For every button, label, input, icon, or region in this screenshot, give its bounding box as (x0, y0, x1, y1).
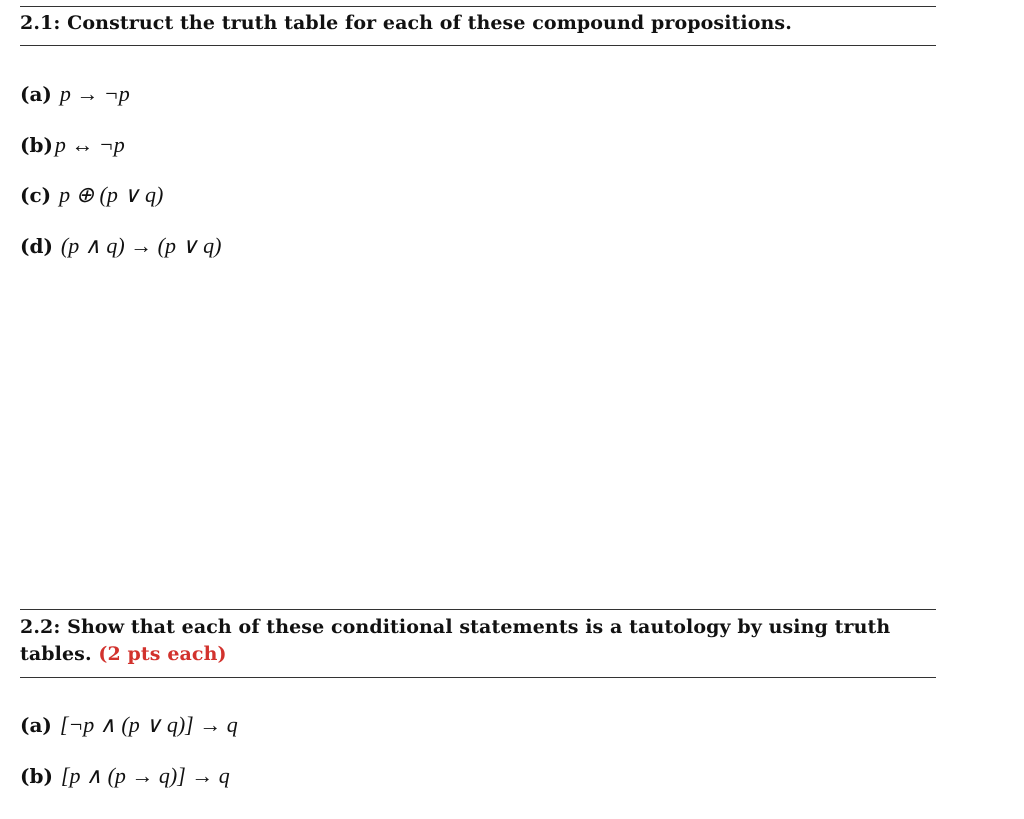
item-label: (b) (20, 764, 53, 788)
section2-bottom-rule (20, 677, 936, 678)
section1-bottom-rule (20, 45, 936, 46)
section1-top-rule (20, 6, 936, 7)
item-label: (c) (20, 183, 52, 207)
item-expression: (p ∧ q) → (p ∨ q) (60, 233, 222, 258)
item-expression: [¬p ∧ (p ∨ q)] → q (59, 712, 238, 737)
item-expression: p → ¬p (59, 81, 130, 106)
section1-item-d (20, 233, 221, 259)
section2-item-b (20, 763, 230, 789)
item-expression: p ↔ ¬p (54, 132, 125, 157)
item-label: (a) (20, 713, 52, 737)
item-expression: [p ∧ (p → q)] → q (60, 763, 230, 788)
points-label: (2 pts each) (98, 643, 227, 665)
section2-item-a (20, 712, 238, 738)
item-label: (b) (20, 133, 53, 157)
section1-item-b (20, 132, 125, 158)
section1-item-a (20, 81, 130, 107)
section2-heading (20, 614, 920, 668)
section1-heading-text: 2.1: Construct the truth table for each of these compound propositions. (20, 12, 792, 34)
section1-heading (20, 10, 920, 37)
section2-top-rule (20, 609, 936, 610)
item-label: (a) (20, 82, 52, 106)
item-expression: p ⊕ (p ∨ q) (59, 182, 164, 207)
item-label: (d) (20, 234, 53, 258)
section1-item-c (20, 182, 163, 208)
section2-heading-text: 2.2: Show that each of these conditional statements is a tautology by using truth tables. (20, 616, 891, 665)
